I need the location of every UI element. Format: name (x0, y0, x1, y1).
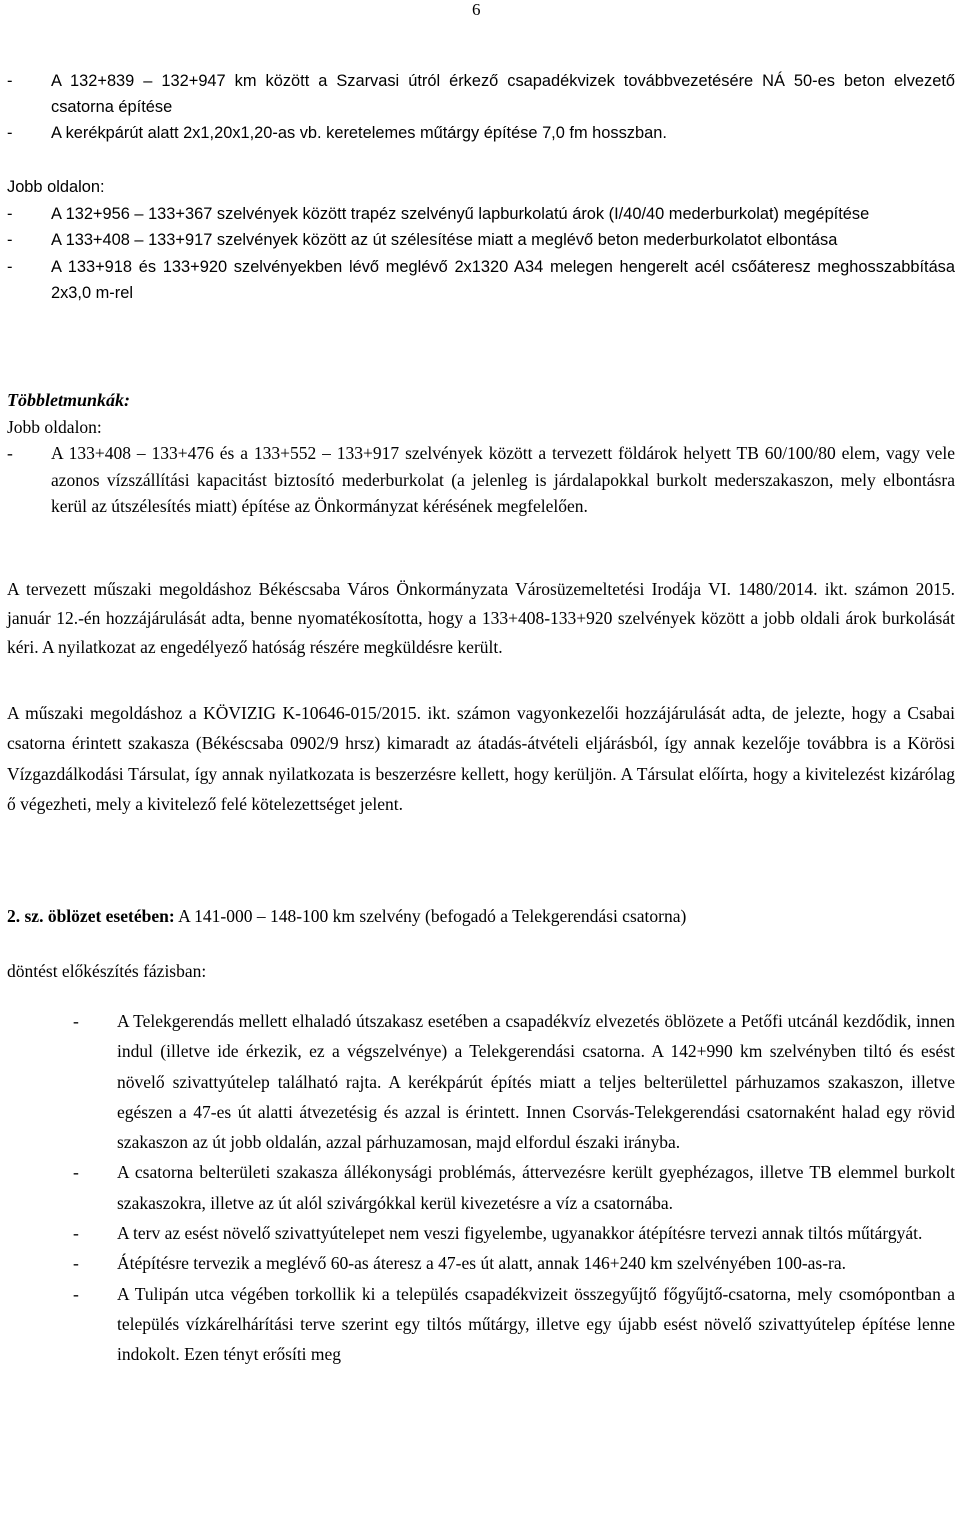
section-title: Többletmunkák: (7, 390, 131, 410)
list-item-text: A 132+956 – 133+367 szelvények között trapéz szelvényű lapburkolatú árok (I/40/40 mederburkolat) megépítése (51, 204, 870, 223)
list-item-text: A csatorna belterületi szakasza állékonysági problémás, áttervezésre került gyephézagos, illetve TB elemmel burkolt szakaszokra, illetve az út alól szivárgókkal kerül kivezetésre a víz a csatornába. (117, 1162, 955, 1213)
paragraph-2: A műszaki megoldáshoz a KÖVIZIG K-10646-015/2015. ikt. számon vagyonkezelői hozzájárulását adta, de jelezte, hogy a Csabai csatorna érintett szakasza (Békéscsaba 0902/9 hrsz) kimaradt az átadás-átvételi eljárásból, így annak kezelője továbbra is a Körösi Vízgazdálkodási Társulat, így annak nyilatkozata is beszerzésre kellett, hogy kerüljön. A Társulat előírta, hogy a kivitelezést kizárólag ő végezheti, mely a kivitelező felé kötelezettséget jelent. (7, 703, 955, 814)
list-item-text: Átépítésre tervezik a meglévő 60-as áteresz a 47-es út alatt, annak 146+240 km szelvényében 100-as-ra. (117, 1253, 847, 1274)
list-item: - A Tulipán utca végében torkollik ki a település csapadékvizeit összegyűjtő főgyűjtő-csatorna, mely csomópontban a település vízkárelhárítási terve szerint egy tiltós műtárgy, illetve egy újabb esést növelő szivattyútelep építése lenne indokolt. Ezen tényt erősíti meg (7, 1279, 955, 1370)
section-2-heading-line (7, 903, 955, 929)
page-number: 6 (472, 0, 481, 19)
list-item: - A 132+956 – 133+367 szelvények között trapéz szelvényű lapburkolatú árok (I/40/40 mederburkolat) megépítése (7, 201, 955, 228)
right-side-section (7, 174, 955, 307)
list-item-text: A 132+839 – 132+947 km között a Szarvasi útról érkező csapadékvizek továbbvezetésére NÁ 50-es beton elvezető csatorna építése (51, 72, 955, 116)
list-item: - A 132+839 – 132+947 km között a Szarvasi útról érkező csapadékvizek továbbvezetésére NÁ 50-es beton elvezető csatorna építése (7, 68, 955, 120)
section-2-list (7, 1006, 955, 1370)
list-item-text: A Tulipán utca végében torkollik ki a település csapadékvizeit összegyűjtő főgyűjtő-csatorna, mely csomópontban a település vízkárelhárítási terve szerint egy tiltós műtárgy, illetve egy újabb esést növelő szivattyútelep építése lenne indokolt. Ezen tényt erősíti meg (117, 1283, 955, 1365)
list-item: - A 133+918 és 133+920 szelvényekben lévő meglévő 2x1320 A34 melegen hengerelt acél csőáteresz meghosszabbítása 2x3,0 m-rel (7, 254, 955, 307)
extra-work-section (7, 387, 955, 520)
list-item: - A Telekgerendás mellett elhaladó útszakasz esetében a csapadékvíz elvezetés öblözete a Petőfi utcánál kezdődik, innen indul (illetve ide érkezik, ez a végszelvénye) a Telekgerendási csatorna. A 142+990 km szelvényben tiltó és esést növelő szivattyútelep található rajta. A kerékpárút építés miatt a teljes belterülettel párhuzamos szakaszon, illetve egészen a 47-es út alatti átvezetésig és azzal is érintett. Innen Csorvás-Telekgerendási csatornaként halad egy rövid szakaszon az út jobb oldalán, azzal párhuzamosan, majd elfordul északi irányba. (7, 1006, 955, 1157)
section-2-label: 2. sz. öblözet esetében: (7, 906, 175, 926)
paragraph-1: A tervezett műszaki megoldáshoz Békéscsaba Város Önkormányzata Városüzemeltetési Irodája VI. 1480/2014. ikt. számon 2015. január 12.-én hozzájárulását adta, benne nyomatékosította, hogy a 133+408-133+920 szelvények között a jobb oldali árok burkolását kéri. A nyilatkozat az engedélyező hatóság részére megküldésre került. (7, 579, 955, 657)
list-item: - A kerékpárút alatt 2x1,20x1,20-as vb. keretelemes műtárgy építése 7,0 fm hosszban. (7, 120, 955, 146)
section-2-phase: döntést előkészítés fázisban: (7, 961, 207, 981)
list-item: - Átépítésre tervezik a meglévő 60-as áteresz a 47-es út alatt, annak 146+240 km szelvényében 100-as-ra. (7, 1248, 955, 1278)
list-item: - A 133+408 – 133+917 szelvények között az út szélesítése miatt a meglévő beton mederburkolatot elbontása (7, 227, 955, 254)
list-item-text: A 133+918 és 133+920 szelvényekben lévő meglévő 2x1320 A34 melegen hengerelt acél csőáteresz meghosszabbítása 2x3,0 m-rel (51, 257, 955, 302)
section-heading: Jobb oldalon: (7, 178, 105, 196)
top-list (7, 68, 955, 146)
section-2-text: A 141-000 – 148-100 km szelvény (befogadó a Telekgerendási csatorna) (174, 906, 687, 926)
list-item: - A terv az esést növelő szivattyútelepet nem veszi figyelembe, ugyanakkor átépítésre tervezi annak tiltós műtárgyát. (7, 1218, 955, 1248)
list-item-text: A terv az esést növelő szivattyútelepet nem veszi figyelembe, ugyanakkor átépítésre tervezi annak tiltós műtárgyát. (117, 1223, 923, 1244)
list-item-text: A kerékpárút alatt 2x1,20x1,20-as vb. keretelemes műtárgy építése 7,0 fm hosszban. (51, 124, 667, 142)
list-item: - A csatorna belterületi szakasza állékonysági problémás, áttervezésre került gyephézagos, illetve TB elemmel burkolt szakaszokra, illetve az út alól szivárgókkal kerül kivezetésre a víz a csatornába. (7, 1157, 955, 1218)
list-item: - A 133+408 – 133+476 és a 133+552 – 133+917 szelvények között a tervezett földárok helyett TB 60/100/80 elem, vagy vele azonos vízszállítási kapacitást biztosító mederburkolat (a jelenleg is járdalapokkal burkolt mederszakaszon, mely elbontásra kerül az útszélesítés miatt) építése az Önkormányzat kérésének megfelelően. (7, 440, 955, 520)
list-item-text: A 133+408 – 133+917 szelvények között az út szélesítése miatt a meglévő beton mederburkolatot elbontása (51, 231, 838, 249)
section-heading: Jobb oldalon: (7, 416, 102, 437)
list-item-text: A Telekgerendás mellett elhaladó útszakasz esetében a csapadékvíz elvezetés öblözete a Petőfi utcánál kezdődik, innen indul (illetve ide érkezik, ez a végszelvénye) a Telekgerendási csatorna. A 142+990 km szelvényben tiltó és esést növelő szivattyútelep található rajta. A kerékpárút építés miatt a teljes belterülettel párhuzamos szakaszon, illetve egészen a 47-es út alatti átvezetésig és azzal is érintett. Innen Csorvás-Telekgerendási csatornaként halad egy rövid szakaszon az út jobb oldalán, azzal párhuzamosan, majd elfordul északi irányba. (117, 1011, 955, 1153)
list-item-text: A 133+408 – 133+476 és a 133+552 – 133+917 szelvények között a tervezett földárok helyett TB 60/100/80 elem, vagy vele azonos vízszállítási kapacitást biztosító mederburkolat (a jelenleg is járdalapokkal burkolt mederszakaszon, mely elbontásra kerül az útszélesítés miatt) építése az Önkormányzat kérésének megfelelően. (51, 443, 955, 516)
